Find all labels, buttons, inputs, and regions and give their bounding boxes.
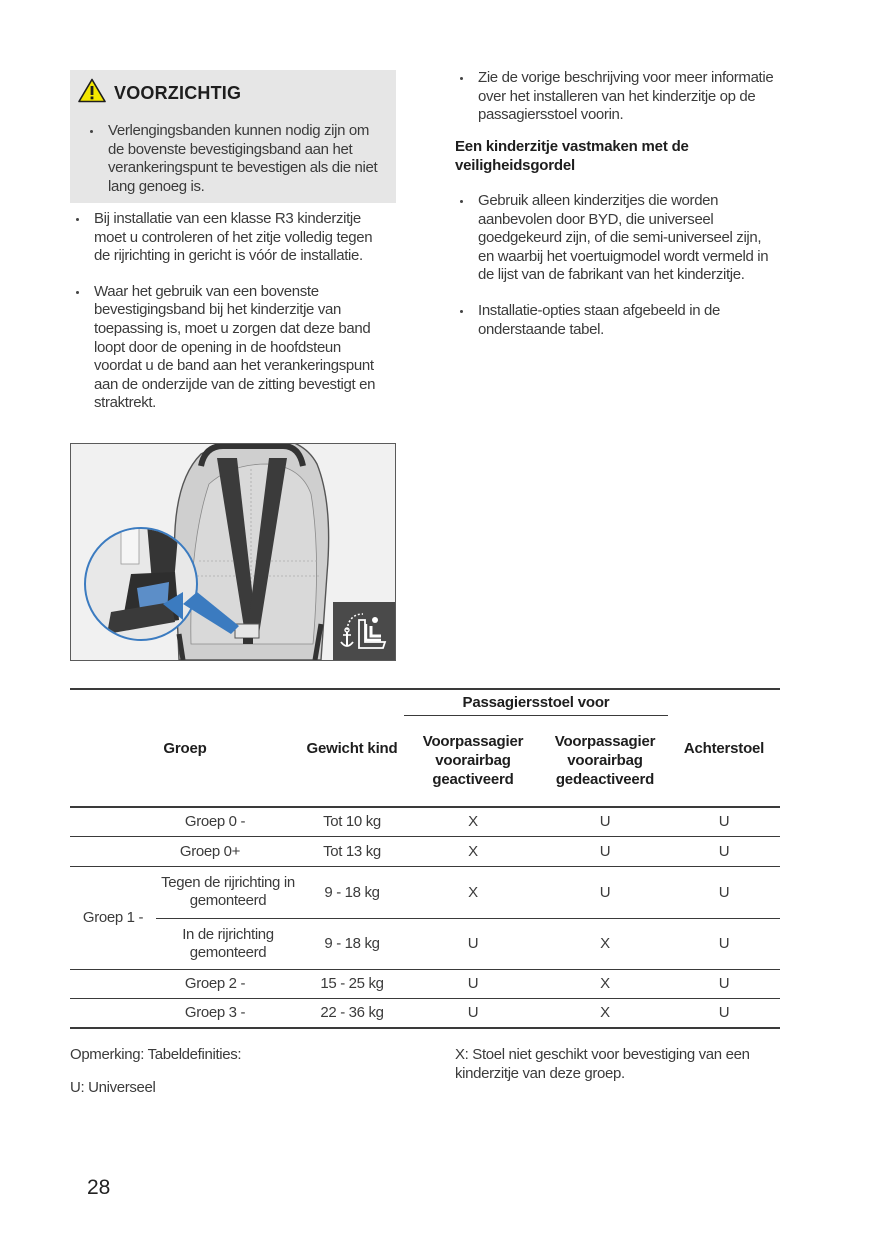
header-airbag-off: Voorpassagier voorairbag gedeactiveerd [542, 715, 668, 807]
header-front-seat: Passagiersstoel voor [404, 689, 668, 715]
table-row: Groep 0+ Tot 13 kg X U U [70, 836, 780, 866]
header-group: Groep [70, 689, 300, 807]
header-rear: Achterstoel [668, 689, 780, 807]
table-row: Groep 3 - 22 - 36 kg U X U [70, 998, 780, 1028]
list-item: Zie de vorige beschrijving voor meer informatie over het installeren van het kinderzitje op de passagiersstoel voorin. [454, 69, 780, 125]
caution-header [78, 78, 241, 108]
table-row: Groep 2 - 15 - 25 kg U X U [70, 969, 780, 998]
caution-box [70, 70, 396, 203]
table-row: Groep 0 - Tot 10 kg X U U [70, 807, 780, 836]
u-definition: U: Universeel [70, 1079, 156, 1096]
list-item: Installatie-opties staan afgebeeld in de onderstaande tabel. [454, 302, 780, 339]
caution-item: Verlengingsbanden kunnen nodig zijn om de bovenste bevestigingsband aan het verankeringspunt te bevestigen als die niet lang genoeg is. [84, 122, 384, 196]
section-heading: Een kinderzitje vastmaken met de veiligheidsgordel [455, 138, 689, 174]
table-remark: Opmerking: Tabeldefinities: [70, 1046, 242, 1063]
child-seat-anchor-icon [333, 602, 395, 660]
left-bullet-list [70, 210, 392, 413]
table-row: Groep 1 - Tegen de rijrichting in gemonteerd 9 - 18 kg X U U [70, 866, 780, 918]
tether-strap-figure [70, 443, 396, 661]
child-seat-table [70, 688, 780, 1029]
table-row: In de rijrichting gemonteerd 9 - 18 kg U X U [70, 918, 780, 969]
header-airbag-on: Voorpassagier voorairbag geactiveerd [404, 715, 542, 807]
header-weight: Gewicht kind [300, 689, 404, 807]
warning-triangle-icon [78, 78, 106, 108]
list-item: Gebruik alleen kinderzitjes die worden aanbevolen door BYD, die universeel goedgekeurd zijn, of die semi-universeel zijn, en waarbij het voertuigmodel wordt vermeld in de lijst van de fabrikant van het kinderzitje. [454, 192, 780, 285]
page-number: 28 [87, 1176, 111, 1199]
list-item: Bij installatie van een klasse R3 kinderzitje moet u controleren of het zitje volledig tegen de rijrichting in gericht is vóór de installatie. [70, 210, 392, 266]
right-bullet-list [454, 192, 780, 339]
right-intro-list [454, 69, 780, 125]
x-definition: X: Stoel niet geschikt voor bevestiging van een kinderzitje van deze groep. [455, 1046, 750, 1082]
caution-title: VOORZICHTIG [114, 82, 242, 103]
list-item: Waar het gebruik van een bovenste bevestigingsband bij het kinderzitje van toepassing is, moet u zorgen dat deze band loopt door de opening in de hoofdsteun voordat u de band aan het verankeringspunt aan de onderzijde van de zitting bevestigt en straktrekt. [70, 283, 392, 413]
caution-list [84, 122, 384, 196]
